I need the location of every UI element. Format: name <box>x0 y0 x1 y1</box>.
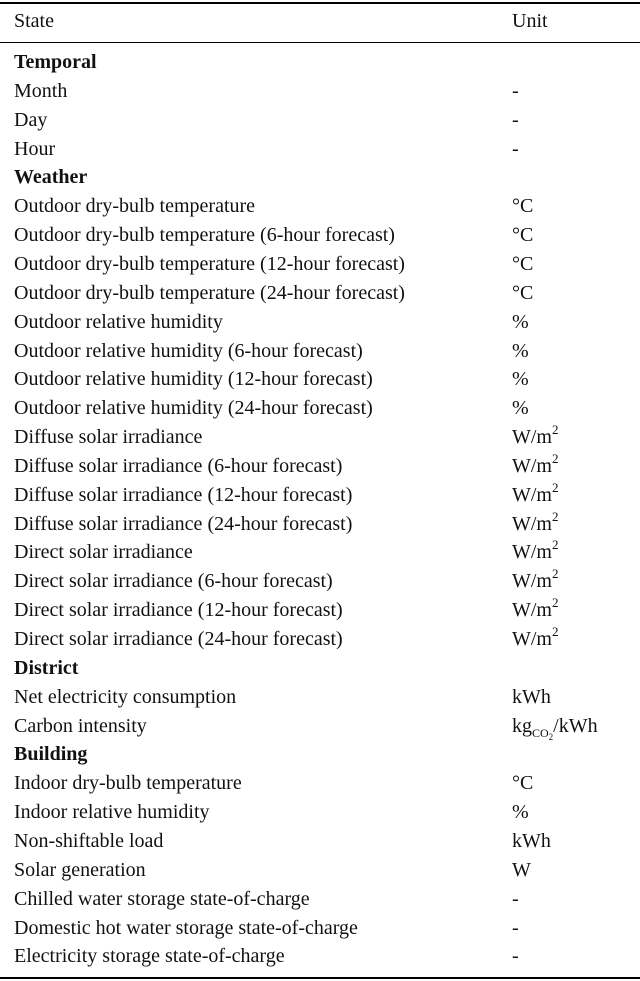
table-row <box>0 106 640 135</box>
state-label: Month <box>14 79 68 102</box>
state-label: Diffuse solar irradiance (24-hour forecast) <box>14 512 353 535</box>
unit-value <box>512 856 531 885</box>
header-unit: Unit <box>512 10 548 32</box>
table-header-row <box>0 7 640 36</box>
table-row <box>0 250 640 279</box>
unit-value <box>512 192 533 221</box>
table-bottom-rule <box>0 977 640 979</box>
table-row <box>0 135 640 164</box>
unit-value <box>512 712 598 741</box>
table-row <box>0 567 640 596</box>
table-row <box>0 798 640 827</box>
unit-value <box>512 365 529 394</box>
unit-value <box>512 596 559 625</box>
unit-base: - <box>512 916 519 939</box>
state-label: Outdoor dry-bulb temperature (6-hour forecast) <box>14 224 395 247</box>
unit-base: W/m <box>512 483 552 506</box>
state-label: Solar generation <box>14 858 146 881</box>
unit-value <box>512 942 519 971</box>
unit-base: °C <box>512 195 534 218</box>
section-header-row <box>0 48 640 77</box>
table-row <box>0 942 640 971</box>
unit-value <box>512 567 559 596</box>
unit-base: - <box>512 887 519 910</box>
unit-value <box>512 625 559 654</box>
header-state: State <box>14 10 54 32</box>
state-label: Net electricity consumption <box>14 685 237 708</box>
state-label: Outdoor dry-bulb temperature (12-hour forecast) <box>14 252 405 275</box>
table-row <box>0 394 640 423</box>
unit-base: % <box>512 339 529 362</box>
table-row <box>0 625 640 654</box>
unit-superscript: 2 <box>552 450 559 466</box>
unit-base: - <box>512 945 519 968</box>
table-row <box>0 885 640 914</box>
unit-value <box>512 221 533 250</box>
table-row <box>0 510 640 539</box>
table-row <box>0 308 640 337</box>
table-row <box>0 77 640 106</box>
table-row <box>0 365 640 394</box>
unit-value <box>512 798 529 827</box>
unit-superscript: 2 <box>552 624 559 639</box>
unit-value <box>512 106 519 135</box>
table-row <box>0 914 640 943</box>
unit-superscript: 2 <box>552 566 559 582</box>
unit-value <box>512 683 551 712</box>
unit-value <box>512 77 519 106</box>
table-row <box>0 481 640 510</box>
section-label: District <box>14 656 79 679</box>
state-label: Outdoor relative humidity (12-hour forecast) <box>14 368 373 391</box>
unit-base: % <box>512 368 529 391</box>
unit-value <box>512 827 551 856</box>
unit-base: W/m <box>512 454 552 477</box>
unit-base: kg <box>512 714 532 737</box>
unit-base: % <box>512 397 529 420</box>
state-label: Chilled water storage state-of-charge <box>14 887 310 910</box>
state-label: Domestic hot water storage state-of-charge <box>14 916 358 939</box>
state-label: Outdoor dry-bulb temperature (24-hour forecast) <box>14 281 405 304</box>
state-label: Carbon intensity <box>14 714 147 737</box>
unit-base: W/m <box>512 426 552 449</box>
table-top-rule <box>0 2 640 4</box>
unit-superscript: 2 <box>552 479 559 495</box>
table-row <box>0 769 640 798</box>
unit-superscript: 2 <box>552 537 559 553</box>
unit-base: °C <box>512 252 534 275</box>
unit-base: °C <box>512 772 534 795</box>
unit-base: W/m <box>512 512 552 535</box>
unit-tail: /kWh <box>553 714 598 737</box>
unit-value <box>512 885 519 914</box>
state-label: Direct solar irradiance (24-hour forecast) <box>14 628 343 650</box>
unit-value <box>512 250 533 279</box>
unit-base: - <box>512 79 519 102</box>
state-label: Indoor dry-bulb temperature <box>14 772 242 795</box>
table-row <box>0 538 640 567</box>
unit-base: - <box>512 108 519 131</box>
unit-base: W/m <box>512 599 552 622</box>
unit-value <box>512 538 559 567</box>
table-row <box>0 712 640 741</box>
unit-base: W/m <box>512 541 552 564</box>
section-label: Temporal <box>14 51 97 73</box>
unit-subscript <box>532 726 553 740</box>
state-label: Direct solar irradiance <box>14 541 193 564</box>
unit-value <box>512 394 529 423</box>
unit-base: W/m <box>512 628 552 650</box>
unit-value <box>512 337 529 366</box>
table-row <box>0 827 640 856</box>
table-row <box>0 452 640 481</box>
unit-value <box>512 510 559 539</box>
table-row <box>0 423 640 452</box>
section-header-row <box>0 654 640 683</box>
unit-value <box>512 769 533 798</box>
unit-value <box>512 135 519 164</box>
unit-base: kWh <box>512 685 551 708</box>
unit-value <box>512 914 519 943</box>
state-label: Indoor relative humidity <box>14 801 210 824</box>
table-row <box>0 221 640 250</box>
unit-base: kWh <box>512 829 551 852</box>
table-row <box>0 683 640 712</box>
unit-base: °C <box>512 224 534 247</box>
state-label: Hour <box>14 137 56 160</box>
unit-base: % <box>512 801 529 824</box>
unit-subscript-text: CO <box>532 725 549 740</box>
unit-base: - <box>512 137 519 160</box>
state-label: Direct solar irradiance (12-hour forecast) <box>14 599 343 622</box>
table-row <box>0 596 640 625</box>
unit-superscript: 2 <box>552 595 559 611</box>
unit-value <box>512 423 559 452</box>
state-label: Outdoor relative humidity <box>14 310 223 333</box>
section-label: Weather <box>14 166 88 189</box>
table-row <box>0 856 640 885</box>
state-label: Day <box>14 108 48 131</box>
state-label: Diffuse solar irradiance (6-hour forecast) <box>14 454 343 477</box>
unit-superscript: 2 <box>552 422 559 438</box>
unit-superscript: 2 <box>552 508 559 524</box>
unit-value <box>512 279 533 308</box>
unit-value <box>512 452 559 481</box>
section-header-row <box>0 163 640 192</box>
unit-value <box>512 481 559 510</box>
state-label: Outdoor relative humidity (24-hour forecast) <box>14 397 373 420</box>
unit-base: W <box>512 858 531 881</box>
unit-base: W/m <box>512 570 552 593</box>
unit-value <box>512 308 529 337</box>
section-header-row <box>0 740 640 769</box>
state-label: Direct solar irradiance (6-hour forecast) <box>14 570 333 593</box>
table-header-rule <box>0 42 640 43</box>
table-row <box>0 337 640 366</box>
state-label: Diffuse solar irradiance <box>14 426 203 449</box>
unit-base: °C <box>512 281 534 304</box>
state-label: Outdoor dry-bulb temperature <box>14 195 256 218</box>
unit-base: % <box>512 310 529 333</box>
section-label: Building <box>14 743 88 766</box>
table-row <box>0 192 640 221</box>
state-label: Diffuse solar irradiance (12-hour forecast) <box>14 483 353 506</box>
table-row <box>0 279 640 308</box>
state-label: Electricity storage state-of-charge <box>14 945 285 968</box>
state-label: Non-shiftable load <box>14 829 164 852</box>
state-label: Outdoor relative humidity (6-hour forecast) <box>14 339 363 362</box>
unit-sub-subscript: 2 <box>548 731 554 742</box>
